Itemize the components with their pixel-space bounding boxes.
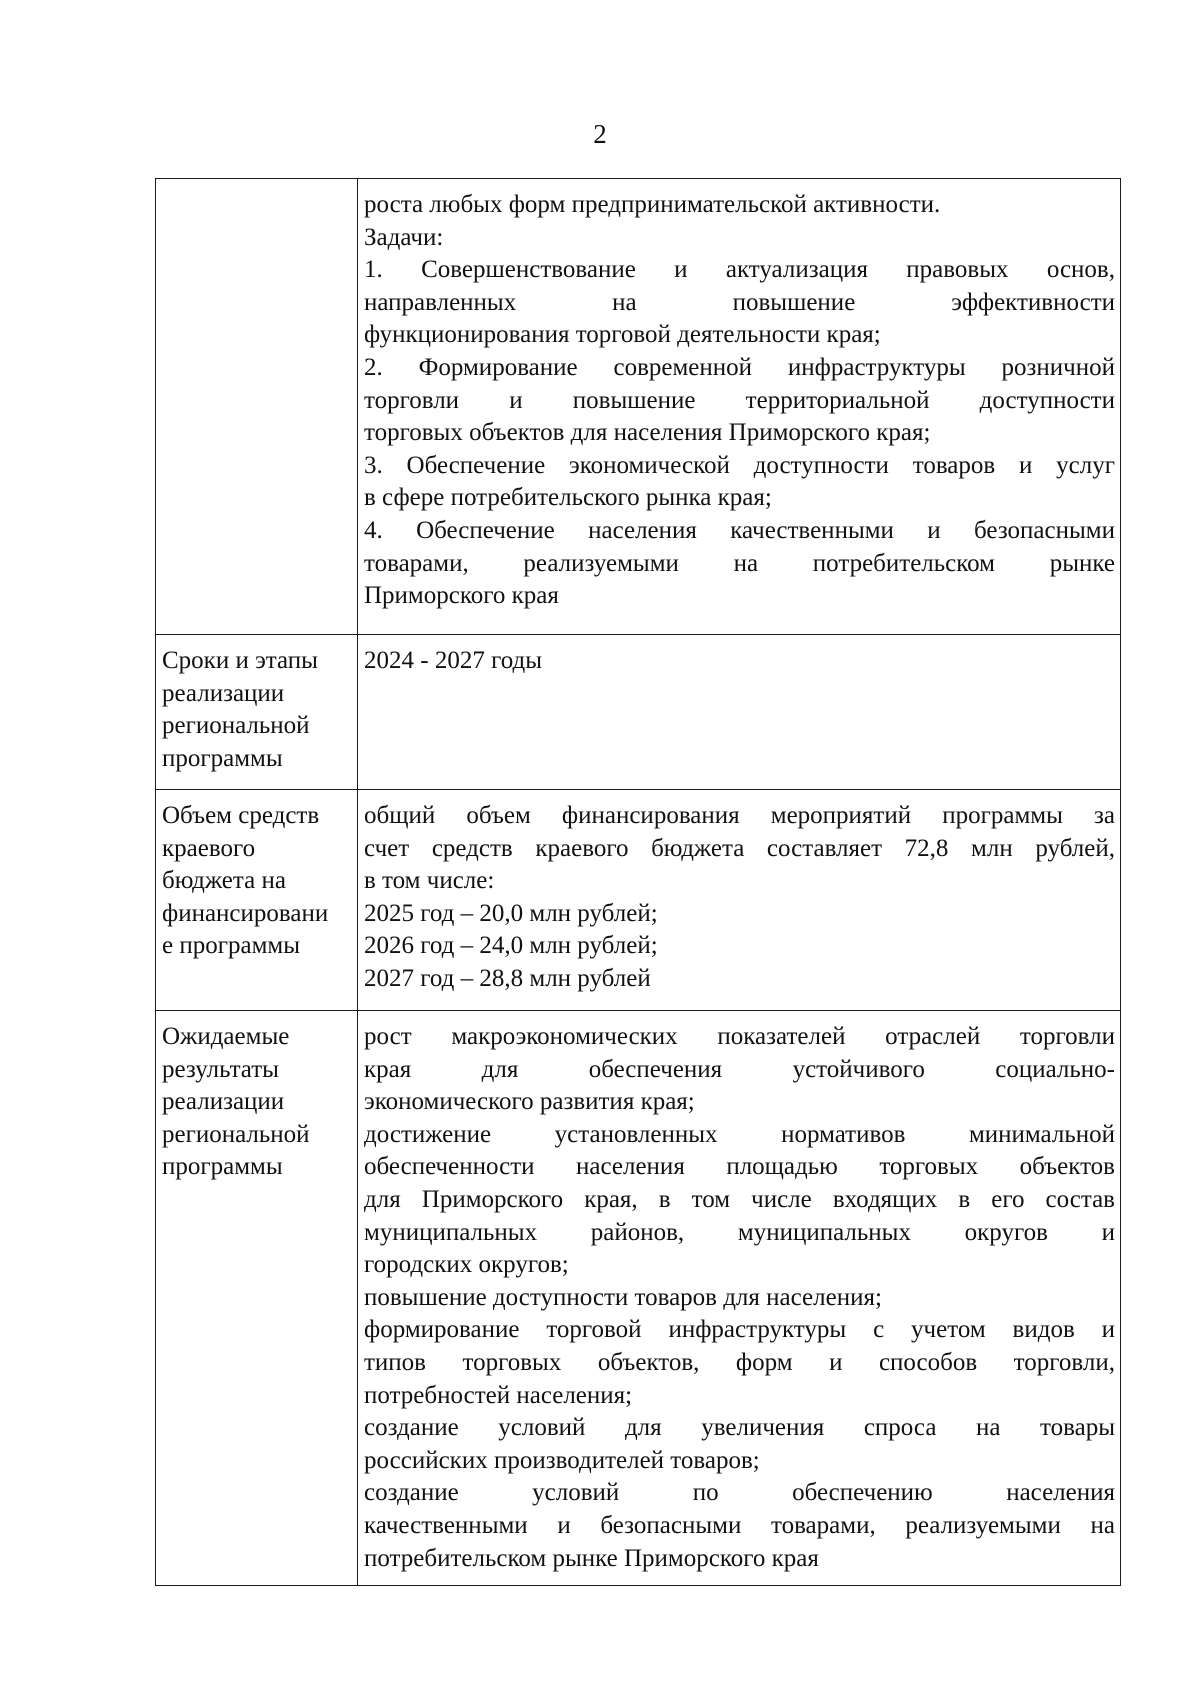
row-value-line: 4. Обеспечение населения качественными и безопасными (364, 516, 1115, 544)
row-value-line: для Приморского края, в том числе входящих в его состав (364, 1185, 1115, 1213)
goals-continuation-row (156, 179, 1121, 635)
row-value-cell (358, 1011, 1121, 1586)
row-value-cell (358, 635, 1121, 790)
row-value-line: Задачи: (364, 223, 444, 251)
row-label-line: программы (162, 744, 283, 772)
row-label-line: реализации (162, 1088, 285, 1116)
row-label-line: краевого (162, 834, 256, 862)
row-value-cell (358, 179, 1121, 635)
row-value-line: счет средств краевого бюджета составляет 72,8 млн рублей, (364, 834, 1115, 862)
row-value-line: рост макроэкономических показателей отраслей торговли (364, 1023, 1115, 1050)
row-label-cell (156, 1011, 358, 1586)
row-value-line: городских округов; (364, 1251, 569, 1279)
page-number: 2 (593, 119, 607, 149)
row-label-line: региональной (162, 1120, 310, 1148)
row-value-line: 2. Формирование современной инфраструктуры розничной (364, 353, 1115, 381)
row-value-line: края для обеспечения устойчивого социально- (364, 1055, 1115, 1083)
row-value-line: торговых объектов для населения Приморского края; (364, 419, 931, 447)
row-value-line: достижение установленных нормативов минимальной (364, 1120, 1115, 1148)
budget-row (156, 790, 1121, 1011)
row-value-line: потребительском рынке Приморского края (364, 1544, 819, 1572)
row-label-line: Объем средств (162, 802, 320, 829)
row-value-line: создание условий по обеспечению населения (364, 1479, 1115, 1507)
expected-results-row (156, 1011, 1121, 1586)
row-value-line: 3. Обеспечение экономической доступности товаров и услуг (364, 451, 1115, 479)
row-value-line: повышение доступности товаров для населения; (364, 1283, 882, 1311)
row-label-cell (156, 790, 358, 1011)
row-value-line: российских производителей товаров; (364, 1446, 760, 1474)
row-value-line: 2027 год – 28,8 млн рублей (364, 964, 651, 992)
timeline-row (156, 635, 1121, 790)
row-label-line: Ожидаемые (162, 1023, 290, 1050)
row-value-line: направленных на повышение эффективности (364, 288, 1115, 316)
row-value-line: 1. Совершенствование и актуализация правовых основ, (364, 256, 1115, 284)
row-label-line: реализации (162, 679, 285, 707)
row-value-line: обеспеченности населения площадью торговых объектов (364, 1153, 1115, 1181)
row-value-line: потребностей населения; (364, 1381, 633, 1409)
row-value-line: экономического развития края; (364, 1088, 695, 1116)
row-value-line: качественными и безопасными товарами, реализуемыми на (364, 1511, 1115, 1539)
row-value-line: создание условий для увеличения спроса на товары (364, 1414, 1115, 1442)
row-value-line: типов торговых объектов, форм и способов торговли, (364, 1348, 1115, 1376)
row-label-line: Сроки и этапы (162, 647, 318, 674)
row-label-cell (156, 179, 358, 635)
row-value-line: роста любых форм предпринимательской активности. (364, 191, 941, 218)
row-value-line: муниципальных районов, муниципальных округов и (364, 1218, 1115, 1246)
row-value-line: 2025 год – 20,0 млн рублей; (364, 899, 658, 927)
row-label-line: результаты (162, 1055, 279, 1083)
row-value-line: общий объем финансирования мероприятий программы за (364, 802, 1115, 829)
row-label-cell (156, 635, 358, 790)
row-label-line: е программы (162, 932, 301, 960)
row-label-line: программы (162, 1153, 283, 1181)
row-value-line: 2024 - 2027 годы (364, 647, 543, 674)
row-value-line: Приморского края (364, 582, 559, 610)
row-value-line: торговли и повышение территориальной доступности (364, 386, 1115, 414)
row-value-line: в том числе: (364, 867, 495, 895)
program-passport-table (155, 178, 1121, 1586)
row-value-line: формирование торговой инфраструктуры с учетом видов и (364, 1316, 1115, 1344)
row-value-line: 2026 год – 24,0 млн рублей; (364, 932, 658, 960)
row-value-line: функционирования торговой деятельности края; (364, 321, 881, 349)
row-label-line: финансировани (162, 899, 329, 927)
row-value-line: товарами, реализуемыми на потребительском рынке (364, 549, 1115, 577)
row-value-line: в сфере потребительского рынка края; (364, 484, 772, 512)
row-value-cell (358, 790, 1121, 1011)
row-label-line: региональной (162, 712, 310, 740)
row-label-line: бюджета на (162, 867, 286, 895)
